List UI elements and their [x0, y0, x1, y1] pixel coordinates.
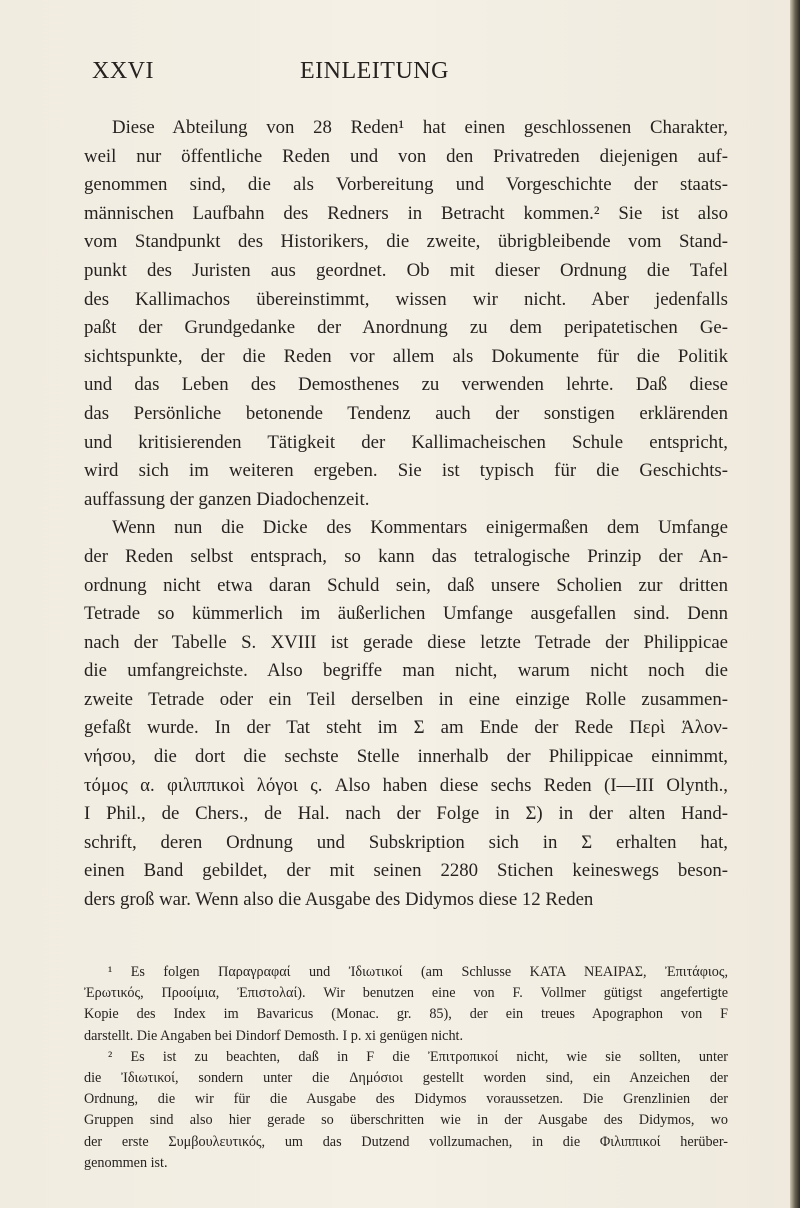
body-text-line: I Phil., de Chers., de Hal. nach der Folge in Σ) in der alten Hand-	[84, 803, 728, 825]
footnote-line: genommen ist.	[84, 1154, 168, 1171]
body-text-line: sichtspunkte, der die Reden vor allem als Dokumente für die Politik	[84, 345, 728, 367]
body-text-line: die umfangreichste. Also begriffe man nicht, warum nicht noch die	[84, 660, 728, 682]
body-text-line: auffassung der ganzen Diadochenzeit.	[84, 488, 370, 510]
body-text-line: schrift, deren Ordnung und Subskription sich in Σ erhalten hat,	[84, 831, 728, 853]
body-text-line: punkt des Juristen aus geordnet. Ob mit dieser Ordnung die Tafel	[84, 259, 728, 281]
body-text-line: wird sich im weiteren ergeben. Sie ist typisch für die Geschichts-	[84, 460, 728, 482]
body-text-line: Diese Abteilung von 28 Reden¹ hat einen geschlossenen Charakter,	[112, 117, 728, 138]
body-text-line: das Persönliche betonende Tendenz auch der sonstigen erklärenden	[84, 402, 728, 424]
footnote-line: Ordnung, die wir für die Ausgabe des Didymos voraussetzen. Die Grenzlinien der	[84, 1091, 728, 1108]
body-text-line: der Reden selbst entsprach, so kann das tetralogische Prinzip der An-	[84, 545, 728, 567]
page-number: XXVI	[92, 58, 154, 84]
main-text	[84, 114, 728, 915]
body-text-line: ders groß war. Wenn also die Ausgabe des Didymos diese 12 Reden	[84, 889, 594, 911]
body-text-line: männischen Laufbahn des Redners in Betracht kommen.² Sie ist also	[84, 202, 728, 224]
body-text-line: Wenn nun die Dicke des Kommentars einigermaßen dem Umfange	[112, 517, 728, 539]
footnote-line: Ἐρωτικός, Προοίμια, Ἐπιστολαί). Wir benutzen eine von F. Vollmer gütigst angefertigte	[84, 985, 728, 1002]
footnote-line: der erste Συμβουλευτικός, um das Dutzend vollzumachen, in die Φιλιππικοί herüber-	[84, 1133, 728, 1150]
body-text-line: νήσου, die dort die sechste Stelle innerhalb der Philippicae einnimmt,	[84, 746, 728, 768]
body-text-line: nach der Tabelle S. XVIII ist gerade diese letzte Tetrade der Philippicae	[84, 631, 728, 653]
body-text-line: τόμος α. φιλιππικοὶ λόγοι ς. Also haben diese sechs Reden (I—III Olynth.,	[84, 774, 728, 796]
body-text-line: und das Leben des Demosthenes zu verwenden lehrte. Daß diese	[84, 374, 728, 396]
footnote-line: Gruppen sind also hier gerade so überschritten wie in der Ausgabe des Didymos, wo	[84, 1112, 728, 1129]
body-text-line: gefaßt wurde. In der Tat steht im Σ am Ende der Rede Περὶ Ἁλον-	[84, 717, 728, 739]
body-text-line: vom Standpunkt des Historikers, die zweite, übrigbleibende vom Stand-	[84, 231, 728, 253]
page-header	[92, 58, 720, 88]
page-edge-shadow	[790, 0, 800, 1208]
body-text-line: genommen sind, die als Vorbereitung und Vorgeschichte der staats-	[84, 174, 728, 196]
body-text-line: und kritisierenden Tätigkeit der Kallimacheischen Schule entspricht,	[84, 431, 728, 453]
footnote-line: Kopie des Index im Bavaricus (Monac. gr. 85), der ein treues Apographon von F	[84, 1006, 728, 1023]
body-text-line: weil nur öffentliche Reden und von den Privatreden diejenigen auf-	[84, 145, 728, 167]
body-text-line: zweite Tetrade oder ein Teil derselben in eine einzige Rolle zusammen-	[84, 688, 728, 710]
body-text-line: Tetrade so kümmerlich im äußerlichen Umfange ausgefallen sind. Denn	[84, 603, 728, 625]
body-text-line: paßt der Grundgedanke der Anordnung zu dem peripatetischen Ge-	[84, 317, 728, 339]
body-text-line: des Kallimachos übereinstimmt, wissen wir nicht. Aber jedenfalls	[84, 288, 728, 310]
footnote-line: ¹ Es folgen Παραγραφαί und Ἰδιωτικοί (am Schlusse ΚΑΤΑ ΝΕΑΙΡΑΣ, Ἐπιτάφιος,	[108, 964, 728, 980]
footnote-line: ² Es ist zu beachten, daß in F die Ἐπιτροπικοί nicht, wie sie sollten, unter	[108, 1048, 728, 1065]
running-title: EINLEITUNG	[300, 58, 449, 84]
body-text-line: ordnung nicht etwa daran Schuld sein, daß unsere Scholien zur dritten	[84, 574, 728, 596]
footnote-line: darstellt. Die Angaben bei Dindorf Demosth. I p. xi genügen nicht.	[84, 1027, 464, 1044]
footnote-line: die Ἰδιωτικοί, sondern unter die Δημόσιοι gestellt worden sind, ein Anzeichen der	[84, 1069, 728, 1086]
footnotes	[84, 962, 728, 1174]
body-text-line: einen Band gebildet, der mit seinen 2280 Stichen keineswegs beson-	[84, 860, 728, 882]
